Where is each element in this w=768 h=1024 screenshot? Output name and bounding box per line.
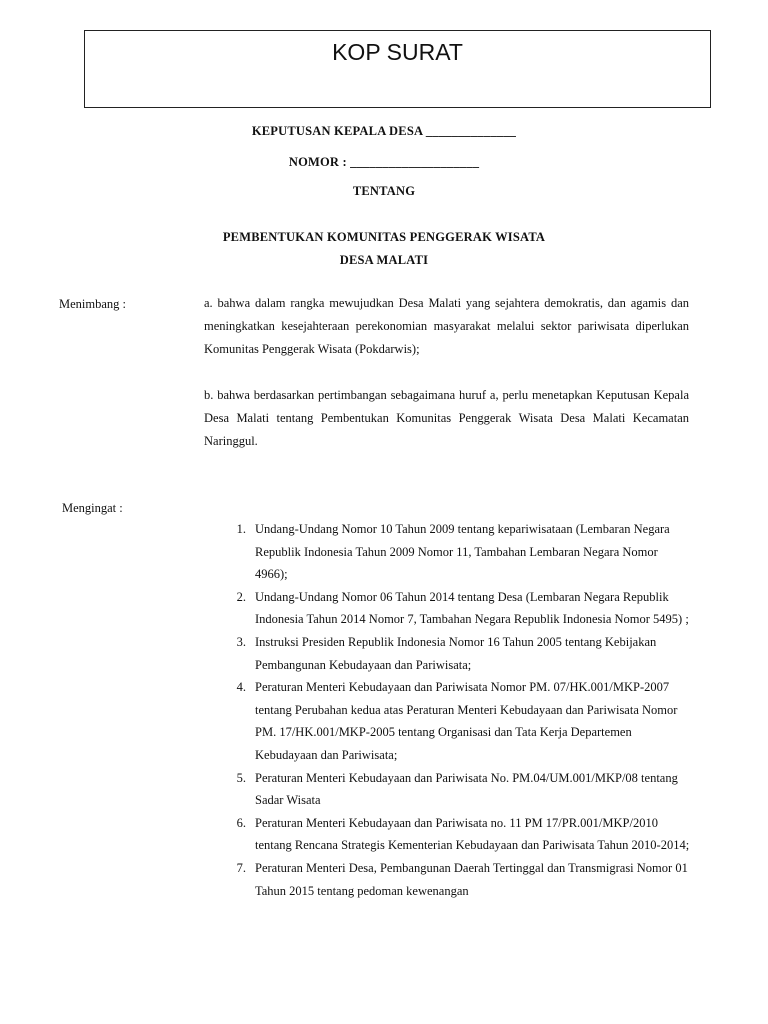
list-item: 1. Undang-Undang Nomor 10 Tahun 2009 tentang kepariwisataan (Lembaran Negara Republik Indonesia Tahun 2009 Nomor 11, Tambahan Lembaran Negara Nomor 4966);: [236, 522, 670, 582]
decree-subject-line-2: DESA MALATI: [339, 253, 429, 267]
decree-about: TENTANG: [352, 184, 416, 198]
letterhead-placeholder: KOP SURAT: [332, 39, 463, 65]
list-item: 5. Peraturan Menteri Kebudayaan dan Pariwisata No. PM.04/UM.001/MKP/08 tentang Sadar Wisata: [236, 770, 678, 808]
list-item: 6. Peraturan Menteri Kebudayaan dan Pariwisata no. 11 PM 17/PR.001/MKP/2010 tentang Rencana Strategis Kementerian Kebudayaan dan Pariwisata Tahun 2010-2014;: [236, 815, 690, 853]
letterhead-box: [84, 30, 711, 108]
list-item: 2. Undang-Undang Nomor 06 Tahun 2014 tentang Desa (Lembaran Negara Republik Indonesia Tahun 2014 Nomor 7, Tambahan Negara Republik Indonesia Nomor 5495) ;: [236, 589, 689, 627]
list-item: 3. Instruksi Presiden Republik Indonesia Nomor 16 Tahun 2005 tentang Kebijakan Pembangunan Kebudayaan dan Pariwisata;: [236, 634, 657, 672]
menimbang-point-b: b. bahwa berdasarkan pertimbangan sebagaimana huruf a, perlu menetapkan Keputusan Kepala Desa Malati tentang Pembentukan Komunitas Penggerak Wisata Desa Malati Kecamatan Naringgul.: [204, 388, 689, 448]
mengingat-list: [226, 518, 691, 902]
decree-title: KEPUTUSAN KEPALA DESA ______________: [251, 124, 517, 138]
decree-number: NOMOR : ____________________: [288, 155, 480, 169]
decree-subject-line-1: PEMBENTUKAN KOMUNITAS PENGGERAK WISATA: [222, 230, 546, 244]
menimbang-point-a: a. bahwa dalam rangka mewujudkan Desa Malati yang sejahtera demokratis, dan agamis dan meningkatkan kesejahteraan perekonomian masyarakat melalui sektor pariwisata diperlukan Komunitas Penggerak Wisata (Pokdarwis);: [204, 296, 689, 356]
mengingat-label: Mengingat :: [62, 501, 123, 515]
list-item: 7. Peraturan Menteri Desa, Pembangunan Daerah Tertinggal dan Transmigrasi Nomor 01 Tahun 2015 tentang pedoman kewenangan: [236, 860, 688, 898]
list-item: 4. Peraturan Menteri Kebudayaan dan Pariwisata Nomor PM. 07/HK.001/MKP-2007 tentang Perubahan kedua atas Peraturan Menteri Kebudayaan dan Pariwisata Nomor PM. 17/HK.001/MKP-2005 tentang Organisasi dan Tata Kerja Departemen Kebudayaan dan Pariwisata;: [236, 680, 678, 762]
menimbang-label: Menimbang :: [59, 297, 127, 311]
